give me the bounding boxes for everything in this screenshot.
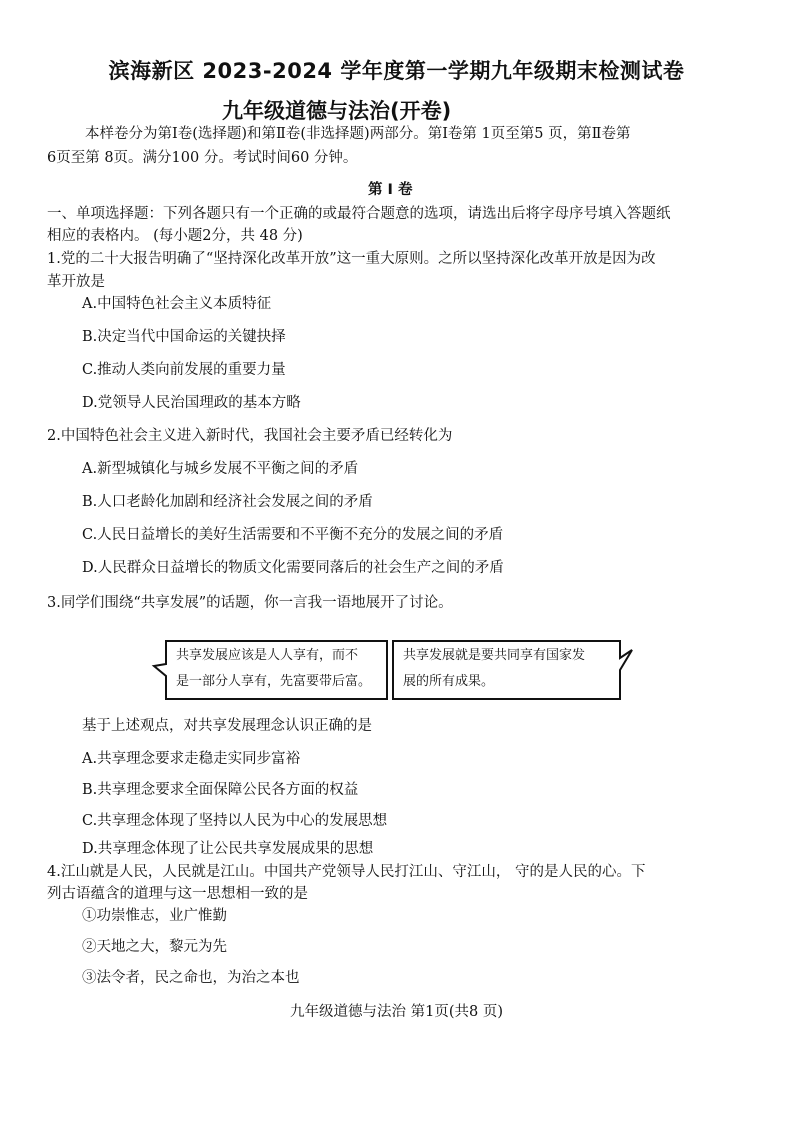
question-4-option-3: ③法令者，民之命也，为治之本也 — [82, 970, 300, 986]
question-1-option-a: A.中国特色社会主义本质特征 — [82, 296, 272, 312]
question-2-option-b: B.人口老龄化加剧和经济社会发展之间的矛盾 — [82, 494, 373, 510]
intro-line-2: 6页至第 8页。满分100 分。考试时间60 分钟。 — [47, 150, 358, 166]
section-instruction-2: 相应的表格内。 (每小题2分，共 48 分) — [47, 228, 303, 244]
question-3-option-a: A.共享理念要求走稳走实同步富裕 — [82, 751, 301, 767]
question-4-stem-2: 列古语蕴含的道理与这一思想相一致的是 — [47, 886, 308, 902]
exam-title: 滨海新区 2023-2024 学年度第一学期九年级期末检测试卷 — [108, 59, 685, 83]
intro-line-1: 本样卷分为第Ⅰ卷(选择题)和第Ⅱ卷(非选择题)两部分。第Ⅰ卷第 1页至第5 页，第Ⅱ卷第 — [85, 126, 631, 142]
exam-subtitle: 九年级道德与法治(开卷) — [222, 99, 452, 123]
question-4-option-2: ②天地之大，黎元为先 — [82, 939, 227, 955]
question-3-stem: 3.同学们围绕“共享发展”的话题，你一言我一语地展开了讨论。 — [47, 595, 453, 611]
question-3-lead: 基于上述观点，对共享发展理念认识正确的是 — [82, 718, 372, 734]
speech-bubbles — [150, 638, 636, 702]
question-3-option-d: D.共享理念体现了让公民共享发展成果的思想 — [82, 841, 374, 857]
bubble-left-line-2: 是一部分人享有，先富要带后富。 — [176, 674, 372, 689]
question-1-option-b: B.决定当代中国命运的关键抉择 — [82, 329, 286, 345]
speech-bubble-left — [176, 643, 386, 695]
speech-bubble-right — [403, 643, 613, 695]
question-2-option-a: A.新型城镇化与城乡发展不平衡之间的矛盾 — [82, 461, 359, 477]
question-1-stem-1: 1.党的二十大报告明确了“坚持深化改革开放”这一重大原则。之所以坚持深化改革开放是因为改 — [47, 251, 656, 267]
question-2-option-c: C.人民日益增长的美好生活需要和不平衡不充分的发展之间的矛盾 — [82, 527, 504, 543]
section-instruction-1: 一、单项选择题：下列各题只有一个正确的或最符合题意的选项，请选出后将字母序号填入答题纸 — [47, 206, 671, 222]
question-4-option-1: ①功崇惟志，业广惟勤 — [82, 908, 227, 924]
question-4-stem-1: 4.江山就是人民，人民就是江山。中国共产党领导人民打江山、守江山， 守的是人民的心。下 — [47, 864, 646, 880]
bubble-right-line-2: 展的所有成果。 — [403, 674, 495, 689]
question-1-option-d: D.党领导人民治国理政的基本方略 — [82, 395, 301, 411]
question-1-stem-2: 革开放是 — [47, 274, 105, 290]
question-3-option-c: C.共享理念体现了坚持以人民为中心的发展思想 — [82, 813, 388, 829]
bubble-left-line-1: 共享发展应该是人人享有，而不 — [176, 648, 359, 663]
section-heading: 第 Ⅰ 卷 — [368, 182, 413, 198]
question-2-stem: 2.中国特色社会主义进入新时代，我国社会主要矛盾已经转化为 — [47, 428, 453, 444]
page-footer: 九年级道德与法治 第1页(共8 页) — [290, 1004, 503, 1020]
question-2-option-d: D.人民群众日益增长的物质文化需要同落后的社会生产之间的矛盾 — [82, 560, 504, 576]
question-3-option-b: B.共享理念要求全面保障公民各方面的权益 — [82, 782, 359, 798]
bubble-right-line-1: 共享发展就是要共同享有国家发 — [403, 648, 586, 663]
question-1-option-c: C.推动人类向前发展的重要力量 — [82, 362, 286, 378]
